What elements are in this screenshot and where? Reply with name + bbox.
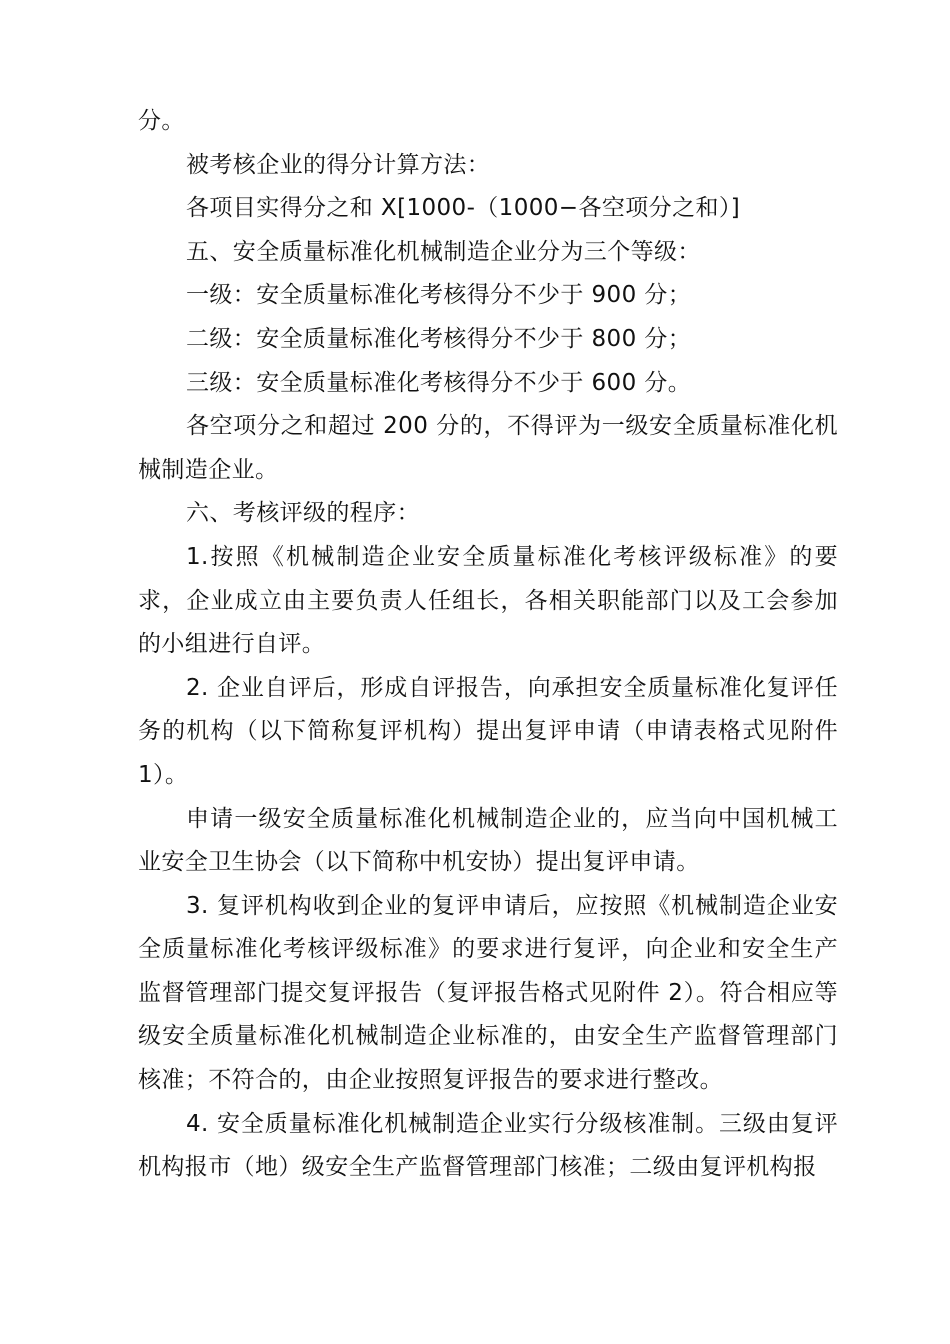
- paragraph-score-method-heading: 被考核企业的得分计算方法：: [186, 151, 491, 178]
- paragraph-step-two: 2. 企业自评后，形成自评报告，向承担安全质量标准化复评任务的机构（以下简称复评机构）提出复评申请（申请表格式见附件 1）。: [138, 674, 838, 788]
- paragraph-section-six-heading: 六、考核评级的程序：: [186, 500, 420, 527]
- paragraph-level-three: 三级：安全质量标准化考核得分不少于 600 分。: [186, 369, 692, 396]
- paragraph-step-one: 1.按照《机械制造企业安全质量标准化考核评级标准》的要求，企业成立由主要负责人任组长，各相关职能部门以及工会参加的小组进行自评。: [138, 543, 838, 658]
- paragraph-score-formula: 各项目实得分之和 X[1000-（1000−各空项分之和）]: [186, 195, 741, 222]
- paragraph-level-two: 二级：安全质量标准化考核得分不少于 800 分；: [186, 325, 692, 352]
- paragraph-section-five-heading: 五、安全质量标准化机械制造企业分为三个等级：: [186, 238, 701, 265]
- paragraph-empty-items-rule: 各空项分之和超过 200 分的，不得评为一级安全质量标准化机械制造企业。: [138, 413, 838, 483]
- document-body: [138, 100, 838, 1190]
- paragraph-step-three: 3. 复评机构收到企业的复评申请后，应按照《机械制造企业安全质量标准化考核评级标准》的要求进行复评，向企业和安全生产监督管理部门提交复评报告（复评报告格式见附件 2）。符合相应等级安全质量标准化机械制造企业标准的，由安全生产监督管理部门核准；不符合的，由企业按照复评报告的要求进行整改。: [138, 892, 838, 1094]
- paragraph-score-end: 分。: [138, 108, 185, 134]
- paragraph-step-four: 4. 安全质量标准化机械制造企业实行分级核准制。三级由复评机构报市（地）级安全生产监督管理部门核准；二级由复评机构报: [138, 1110, 838, 1181]
- paragraph-level-one: 一级：安全质量标准化考核得分不少于 900 分；: [186, 282, 692, 309]
- paragraph-first-level-application: 申请一级安全质量标准化机械制造企业的，应当向中国机械工业安全卫生协会（以下简称中机安协）提出复评申请。: [138, 805, 838, 876]
